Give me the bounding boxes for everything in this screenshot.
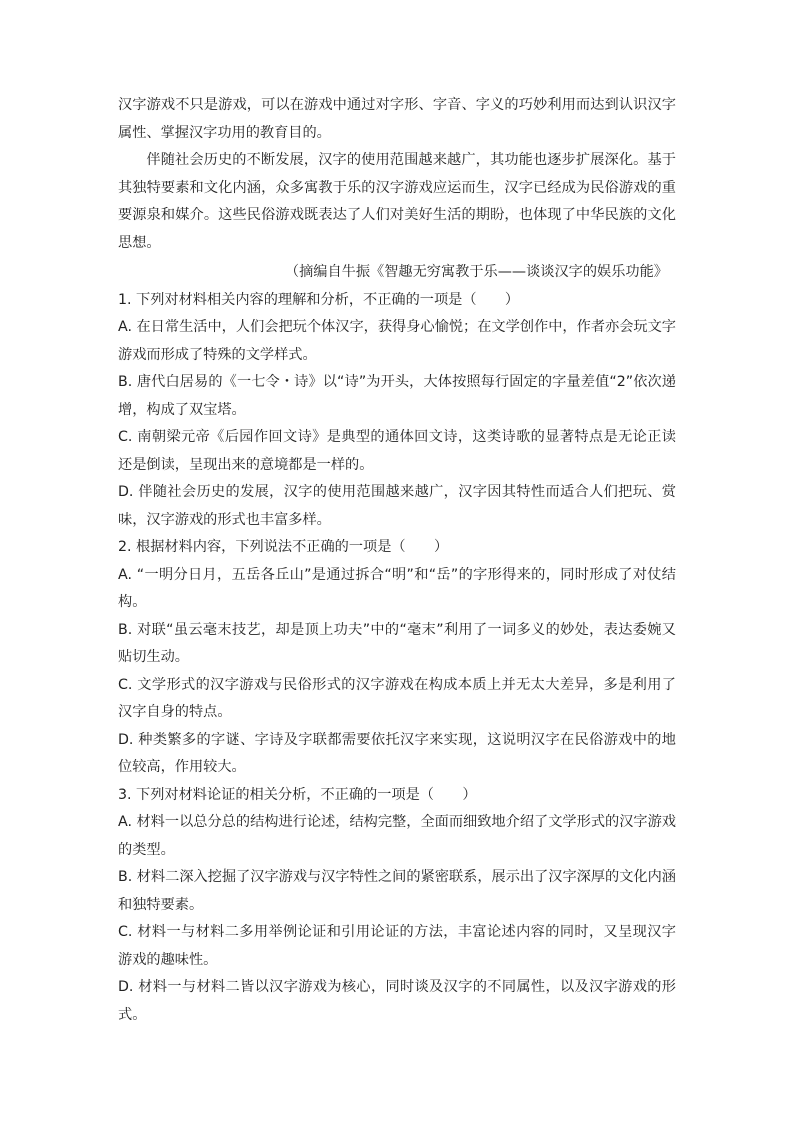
option-a: A. 在日常生活中，人们会把玩个体汉字，获得身心愉悦；在文学创作中，作者亦会玩文字游戏而形成了特殊的文学样式。 — [118, 319, 676, 363]
option-a: A. “一明分日月，五岳各丘山”是通过拆合“明”和“岳”的字形得来的，同时形成了对仗结构。 — [118, 566, 676, 610]
option-b: B. 材料二深入挖掘了汉字游戏与汉字特性之间的紧密联系，展示出了汉字深厚的文化内涵和独特要素。 — [118, 869, 676, 913]
option-c: C. 南朝梁元帝《后园作回文诗》是典型的通体回文诗，这类诗歌的显著特点是无论正读还是倒读，呈现出来的意境都是一样的。 — [118, 429, 676, 473]
document-page — [118, 92, 676, 1029]
passage-paragraph: 伴随社会历史的不断发展，汉字的使用范围越来越广，其功能也逐步扩展深化。基于其独特要素和文化内涵，众多寓教于乐的汉字游戏应运而生，汉字已经成为民俗游戏的重要源泉和媒介。这些民俗游戏既表达了人们对美好生活的期盼，也体现了中华民族的文化思想。 — [118, 152, 676, 251]
question-2 — [118, 534, 676, 782]
option-d: D. 伴随社会历史的发展，汉字的使用范围越来越广，汉字因其特性而适合人们把玩、赏味，汉字游戏的形式也丰富多样。 — [118, 484, 676, 528]
question-stem: 2. 根据材料内容，下列说法不正确的一项是（ ） — [118, 539, 449, 555]
option-d: D. 材料一与材料二皆以汉字游戏为核心，同时谈及汉字的不同属性，以及汉字游戏的形式。 — [118, 979, 676, 1023]
option-c: C. 文学形式的汉字游戏与民俗形式的汉字游戏在构成本质上并无太大差异，多是利用了汉字自身的特点。 — [118, 676, 676, 720]
option-d: D. 种类繁多的字谜、字诗及字联都需要依托汉字来实现，这说明汉字在民俗游戏中的地位较高，作用较大。 — [118, 731, 676, 775]
question-3 — [118, 782, 676, 1030]
option-b: B. 唐代白居易的《一七令・诗》以“诗”为开头，大体按照每行固定的字量差值“2”依次递增，构成了双宝塔。 — [118, 374, 676, 418]
option-b: B. 对联“虽云毫末技艺，却是顶上功夫”中的“毫末”利用了一词多义的妙处，表达委婉又贴切生动。 — [118, 621, 676, 665]
passage-source: （摘编自牛振《智趣无穷寓教于乐——谈谈汉字的娱乐功能》 — [284, 264, 668, 280]
question-1 — [118, 287, 676, 535]
option-a: A. 材料一以总分总的结构进行论述，结构完整，全面而细致地介绍了文学形式的汉字游戏的类型。 — [118, 814, 676, 858]
option-c: C. 材料一与材料二多用举例论证和引用论证的方法，丰富论述内容的同时，又呈现汉字游戏的趣味性。 — [118, 924, 676, 968]
passage-paragraph: 汉字游戏不只是游戏，可以在游戏中通过对字形、字音、字义的巧妙利用而达到认识汉字属性、掌握汉字功用的教育目的。 — [118, 97, 676, 141]
question-stem: 1. 下列对材料相关内容的理解和分析，不正确的一项是（ ） — [118, 291, 520, 308]
question-stem: 3. 下列对材料论证的相关分析，不正确的一项是（ ） — [118, 786, 477, 803]
